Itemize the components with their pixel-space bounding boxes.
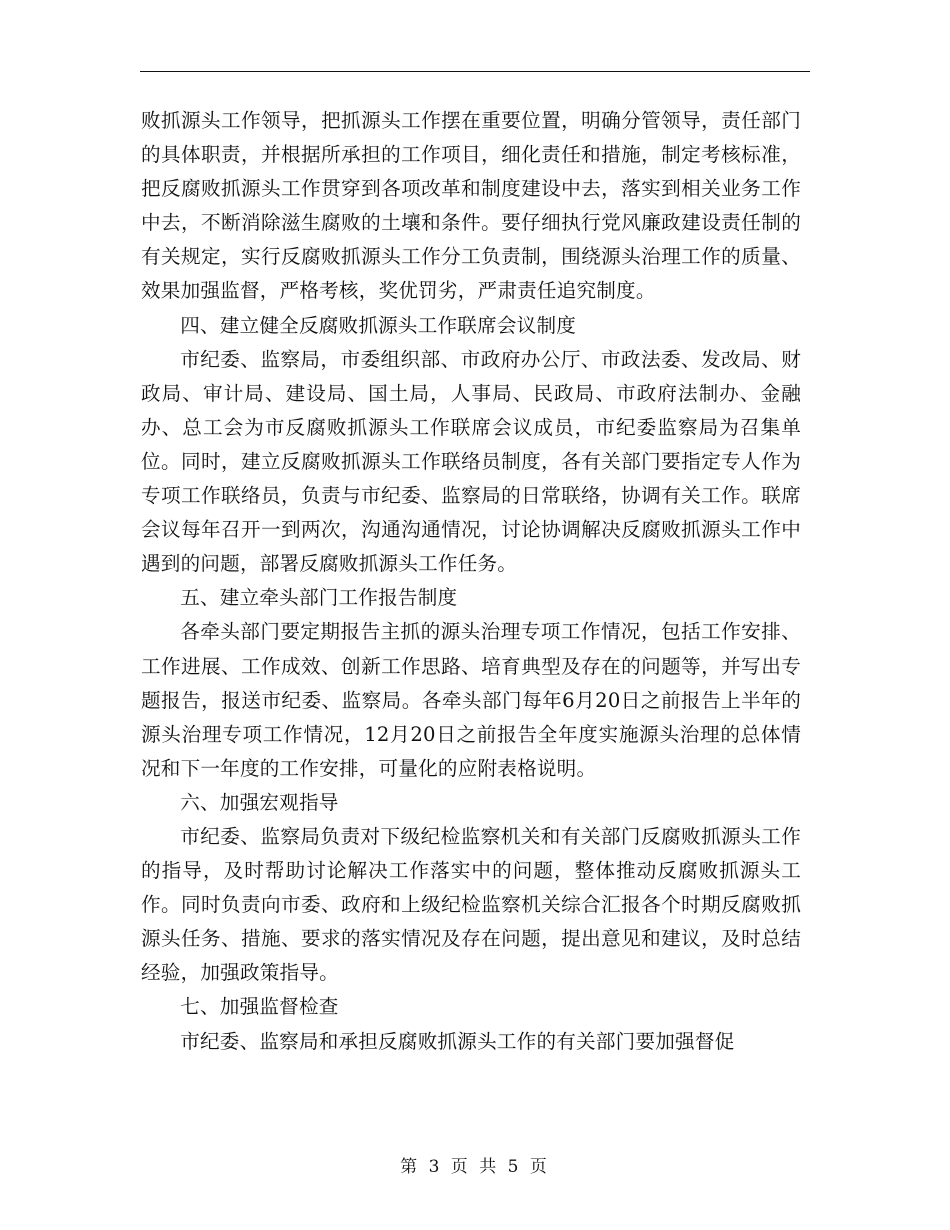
header-rule (140, 71, 810, 72)
paragraph-section-6: 市纪委、监察局负责对下级纪检监察机关和有关部门反腐败抓源头工作的指导，及时帮助讨论解决工作落实中的问题，整体推动反腐败抓源头工作。同时负责向市委、政府和上级纪检监察机关综合汇报各个时期反腐败抓源头任务、措施、要求的落实情况及存在问题，提出意见和建议，及时总结经验，加强政策指导。 (141, 824, 801, 985)
section-heading-7: 七、加强监督检查 (180, 995, 339, 1019)
section-heading-4: 四、建立健全反腐败抓源头工作联席会议制度 (180, 313, 577, 337)
paragraph-section-4: 市纪委、监察局，市委组织部、市政府办公厅、市政法委、发改局、财政局、审计局、建设局、国土局，人事局、民政局、市政府法制办、金融办、总工会为市反腐败抓源头工作联席会议成员，市纪委监察局为召集单位。同时，建立反腐败抓源头工作联络员制度，各有关部门要指定专人作为专项工作联络员，负责与市纪委、监察局的日常联络，协调有关工作。联席会议每年召开一到两次，沟通沟通情况，讨论协调解决反腐败抓源头工作中遇到的问题，部署反腐败抓源头工作任务。 (141, 347, 801, 576)
paragraph-section-5: 各牵头部门要定期报告主抓的源头治理专项工作情况，包括工作安排、工作进展、工作成效、创新工作思路、培育典型及存在的问题等，并写出专题报告，报送市纪委、监察局。各牵头部门每年6月20日之前报告上半年的源头治理专项工作情况，12月20日之前报告全年度实施源头治理的总体情况和下一年度的工作安排，可量化的应附表格说明。 (141, 620, 801, 780)
paragraph-continuation: 败抓源头工作领导，把抓源头工作摆在重要位置，明确分管领导，责任部门的具体职责，并根据所承担的工作项目，细化责任和措施，制定考核标准，把反腐败抓源头工作贯穿到各项改革和制度建设中去，落实到相关业务工作中去，不断消除滋生腐败的土壤和条件。要仔细执行党风廉政建设责任制的有关规定，实行反腐败抓源头工作分工负责制，围绕源头治理工作的质量、效果加强监督，严格考核，奖优罚劣，严肃责任追究制度。 (141, 109, 801, 303)
section-heading-5: 五、建立牵头部门工作报告制度 (180, 586, 458, 610)
paragraph-section-7: 市纪委、监察局和承担反腐败抓源头工作的有关部门要加强督促 (180, 1029, 735, 1053)
section-heading-6: 六、加强宏观指导 (180, 790, 339, 814)
page-number-footer: 第 3 页 共 5 页 (400, 1157, 550, 1177)
document-body (141, 104, 801, 1059)
